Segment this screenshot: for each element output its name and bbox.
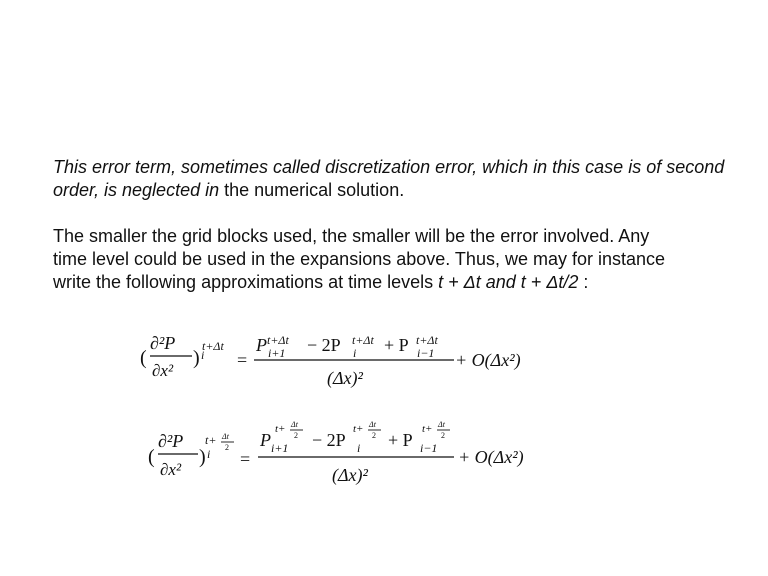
eq1-denominator: (Δx)² <box>327 368 363 388</box>
eq2-num-term2-sub: i <box>357 441 361 455</box>
paragraph-line: time level could be used in the expansions above. Thus, we may for instance <box>53 249 666 269</box>
eq2-equals: = <box>240 449 251 469</box>
eq1-equals: = <box>237 350 248 370</box>
eq1-num-term2-sub: i <box>353 346 357 360</box>
eq2-num-minus-2p: − 2P <box>312 430 346 450</box>
paragraph-line: The smaller the grid blocks used, the smaller will be the error involved. Any <box>53 226 650 246</box>
eq1-close-paren: ) <box>193 347 200 369</box>
eq2-num-term3-sup-frac-den: 2 <box>441 431 445 440</box>
eq2-lhs-sup-frac-num: Δt <box>222 432 229 441</box>
eq2-lhs-sup-frac-den: 2 <box>225 443 229 452</box>
eq2-num-term1-sup-frac-den: 2 <box>294 431 298 440</box>
paragraph-line <box>53 271 753 294</box>
equation-2-svg <box>148 415 568 489</box>
eq1-lhs-denominator: ∂x² <box>152 361 174 380</box>
paragraph-grid-blocks <box>53 225 753 294</box>
equation-1-svg <box>140 328 560 392</box>
eq2-num-term1: P <box>260 430 271 450</box>
eq2-num-term2-sup-t: t+ <box>353 423 364 435</box>
eq2-lhs-superscript-t: t+ <box>205 433 217 447</box>
paragraph-discretization-error <box>53 156 753 202</box>
paragraph-normal-text: the numerical solution. <box>219 180 405 200</box>
eq1-lhs-subscript: i <box>201 348 205 362</box>
eq2-open-paren: ( <box>148 446 155 468</box>
eq2-num-term1-sub: i+1 <box>271 441 289 455</box>
eq2-denominator: (Δx)² <box>332 465 368 485</box>
eq2-num-term3-sup-t: t+ <box>422 423 433 435</box>
paragraph-italic-text: This error term, sometimes called discretization error, which in this case is of second order, is neglected in <box>53 157 725 200</box>
eq2-num-plus-p: + P <box>388 430 413 450</box>
eq2-num-term3-sup-frac-num: Δt <box>438 420 445 429</box>
eq1-num-plus-p: + P <box>384 335 409 355</box>
eq2-close-paren: ) <box>199 446 206 468</box>
eq2-num-term1-sup-t: t+ <box>275 423 286 435</box>
eq1-num-term1: P <box>256 335 267 355</box>
eq2-lhs-numerator: ∂²P <box>158 431 184 451</box>
eq1-num-term2-sup: t+Δt <box>352 333 374 347</box>
eq2-num-term3-sub: i−1 <box>420 441 438 455</box>
eq2-lhs-denominator: ∂x² <box>160 460 182 479</box>
eq1-open-paren: ( <box>140 347 147 369</box>
eq2-lhs-subscript: i <box>207 447 211 461</box>
eq1-num-term1-sub: i+1 <box>268 346 286 360</box>
eq1-num-term3-sub: i−1 <box>417 346 435 360</box>
eq1-num-minus-2p: − 2P <box>307 335 341 355</box>
eq2-num-term2-sup-frac-den: 2 <box>372 431 376 440</box>
eq1-lhs-numerator: ∂²P <box>150 333 176 353</box>
eq1-lhs-superscript: t+Δt <box>202 339 224 353</box>
time-level-terms: t + Δt and t + Δt/2 <box>438 272 579 292</box>
paragraph-line-end: : <box>578 272 589 292</box>
eq2-error-term: + O(Δx²) <box>458 447 524 467</box>
paragraph-line-text: write the following approximations at time levels <box>53 272 439 292</box>
eq1-num-term1-sup: t+Δt <box>267 333 289 347</box>
eq1-num-term3-sup: t+Δt <box>416 333 438 347</box>
equation-time-level-t-plus-half-dt <box>148 415 568 494</box>
eq2-num-term2-sup-frac-num: Δt <box>369 420 376 429</box>
equation-time-level-t-plus-dt <box>140 328 560 397</box>
eq1-error-term: + O(Δx²) <box>455 350 521 370</box>
eq2-num-term1-sup-frac-num: Δt <box>291 420 298 429</box>
